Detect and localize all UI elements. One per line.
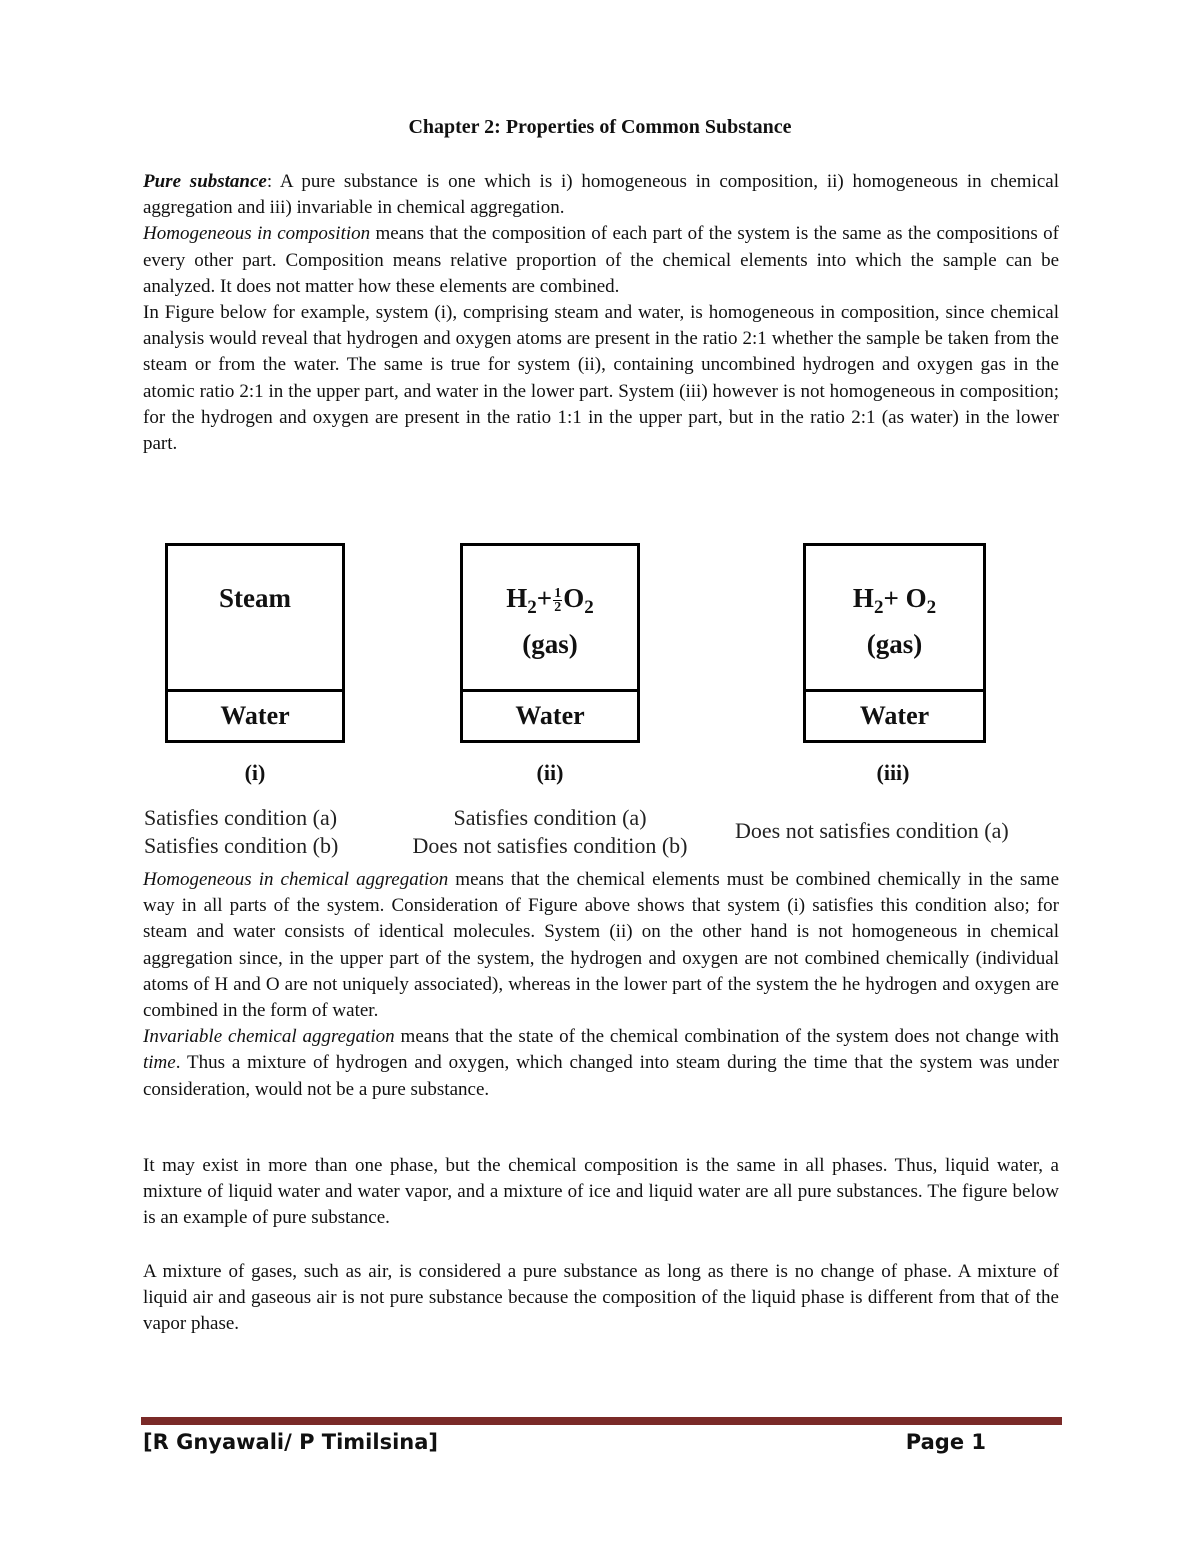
system-ii-condition-a: Satisfies condition (a): [453, 805, 647, 830]
system-ii-condition-b: Does not satisfies condition (b): [412, 833, 688, 858]
aggregation-section: [143, 867, 1059, 1103]
system-i-upper-label: Steam: [219, 583, 291, 613]
system-i-label: (i): [244, 760, 266, 785]
system-ii-label: (ii): [536, 760, 564, 785]
system-iii-lower: [806, 689, 983, 740]
system-ii-upper: [463, 546, 637, 689]
homogeneous-composition-definition: [143, 221, 1059, 300]
pure-substance-definition: [143, 169, 1059, 221]
invariable-aggregation-term: Invariable chemical aggregation: [143, 1026, 395, 1048]
pure-substance-term: Pure substance: [143, 171, 267, 192]
system-iii-upper: [806, 546, 983, 689]
time-emphasis: time: [143, 1052, 176, 1074]
phase-paragraph: It may exist in more than one phase, but the chemical composition is the same in all phases. Thus, liquid water, a mixture of liquid water and water vapor, and a mixture of ice and liquid water are all pure substances. The figure below is an example of pure substance.: [143, 1155, 1059, 1229]
system-iii-lower-label: Water: [859, 701, 930, 730]
homogeneous-aggregation-text: means that the chemical elements must be combined chemically in the same way in all parts of the system. Consideration of Figure above shows that system (i) satisfies this condition also; for steam and water consists of identical molecules. System (ii) on the other hand is not homogeneous in chemical aggregation since, in the upper part of the system, the hydrogen and oxygen are not combined chemically (individual atoms of H and O are not uniquely associated), whereas in the lower part of the system the he hydrogen and oxygen are combined in the form of water.: [143, 869, 1059, 1022]
system-i-lower-label: Water: [220, 701, 290, 730]
page-title: Chapter 2: Properties of Common Substance: [408, 116, 792, 138]
system-i-lower: [168, 689, 342, 740]
footer-page-number: Page 1: [905, 1430, 986, 1454]
pure-substance-text: : A pure substance is one which is i) homogeneous in composition, ii) homogeneous in chemical aggregation and iii) invariable in chemical aggregation.: [143, 171, 1059, 219]
system-i-condition-b: Satisfies condition (b): [144, 833, 339, 858]
system-i-condition-a: Satisfies condition (a): [144, 805, 338, 830]
system-iii-conditions: [735, 817, 1009, 845]
system-iii-state: (gas): [866, 629, 923, 659]
footer-rule: [141, 1417, 1062, 1425]
footer-authors: [R Gnyawali/ P Timilsina]: [143, 1430, 438, 1454]
system-ii-conditions: [390, 804, 710, 860]
system-i-upper: [168, 546, 342, 689]
homogeneous-composition-term: Homogeneous in composition: [143, 223, 371, 245]
system-ii-box: [460, 543, 640, 743]
system-i-conditions: [144, 804, 338, 860]
homogeneous-aggregation-definition: [143, 867, 1059, 1024]
system-iii-condition-a: Does not satisfies condition (a): [735, 818, 1009, 843]
system-iii-box: [803, 543, 986, 743]
homogeneous-composition-text: means that the composition of each part of the system is the same as the compositions of every other part. Composition means relative proportion of the chemical elements into which the sample can be analyzed. It does not matter how these elements are combined.: [143, 223, 1059, 297]
air-paragraph: A mixture of gases, such as air, is considered a pure substance as long as there is no change of phase. A mixture of liquid air and gaseous air is not pure substance because the composition of the liquid phase is different from that of the vapor phase.: [143, 1261, 1059, 1335]
system-ii-lower: [463, 689, 637, 740]
invariable-aggregation-definition: Invariable chemical aggregation means that the state of the chemical combination of the system does not change with time. Thus a mixture of hydrogen and oxygen, which changed into steam during the time that the system was under consideration, would not be a pure substance.: [143, 1026, 1060, 1100]
homogeneous-aggregation-term: Homogeneous in chemical aggregation: [143, 869, 449, 890]
system-ii-state: (gas): [522, 629, 578, 659]
system-iii-formula: $H_2+ O_2$: [852, 583, 937, 618]
system-ii-formula: $H_2+$ $\frac{1}{2}$ $O_2$: [506, 583, 594, 618]
system-i-box: [165, 543, 345, 743]
intro-section: [143, 169, 1059, 457]
figure-explanation: In Figure below for example, system (i), comprising steam and water, is homogeneous in composition, since chemical analysis would reveal that hydrogen and oxygen atoms are present in the ratio 2:1 whether the sample be taken from the steam or from the water. The same is true for system (ii), containing uncombined hydrogen and oxygen gas in the atomic ratio 2:1 in the upper part, and water in the lower part. System (iii) however is not homogeneous in composition; for the hydrogen and oxygen are present in the ratio 1:1 in the upper part, but in the ratio 2:1 (as water) in the lower part.: [143, 302, 1059, 455]
system-ii-lower-label: Water: [515, 701, 585, 730]
system-iii-label: (iii): [876, 760, 910, 785]
half-fraction: $\frac{1}{2}$: [554, 586, 562, 616]
